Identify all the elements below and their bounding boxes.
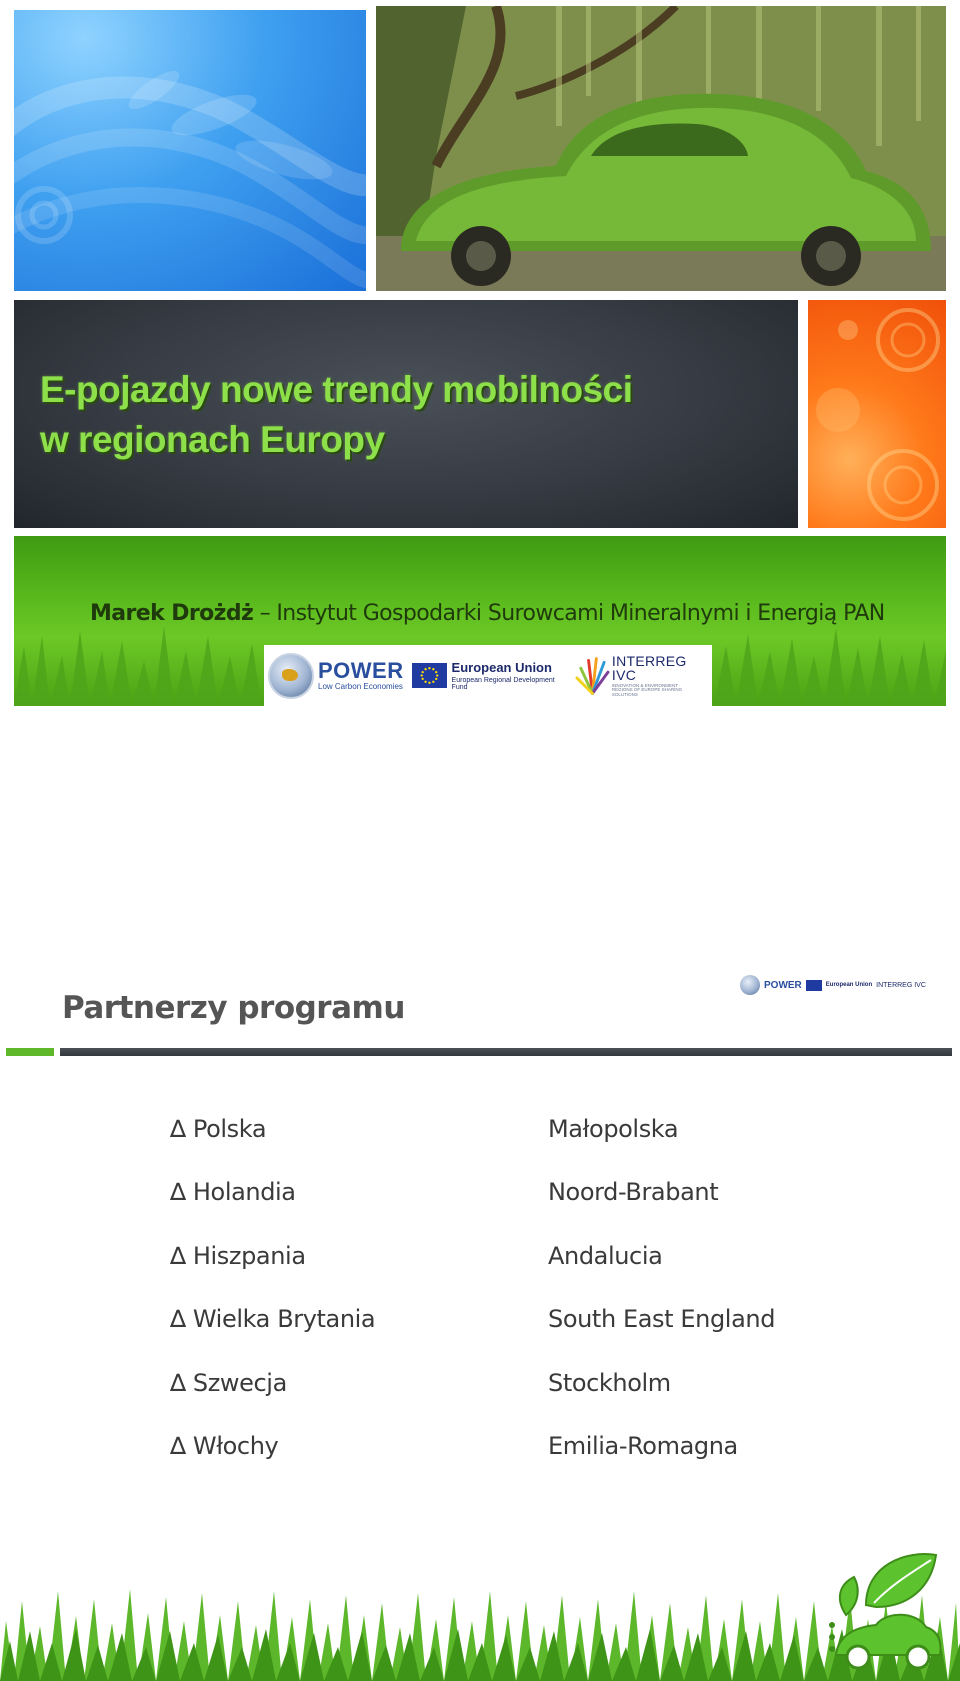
interreg-rays-icon (575, 654, 610, 698)
interreg-logo-subtitle: INNOVATION & ENVIRONMENT · REGIONS OF EUROPE SHARING SOLUTIONS (611, 682, 683, 697)
country-name: ∆ Wielka Brytania (170, 1305, 376, 1333)
globe-icon (740, 975, 760, 995)
region-name: Noord-Brabant (548, 1178, 719, 1206)
country-name: ∆ Hiszpania (170, 1242, 306, 1270)
eu-logo-title: European Union (451, 659, 552, 675)
title-line-2: w regionach Europy (40, 419, 385, 460)
interreg-logo-title: INTERREG IVC (876, 981, 926, 989)
list-item (0, 1178, 960, 1218)
list-item (0, 1305, 960, 1345)
circles-pattern-icon (808, 300, 946, 528)
region-name: Stockholm (548, 1369, 671, 1397)
grass-footer (0, 1571, 960, 1681)
interreg-logo (575, 654, 712, 698)
power-logo (268, 653, 404, 699)
region-name: Małopolska (548, 1115, 679, 1143)
country-name: ∆ Polska (170, 1115, 267, 1143)
grass-car-photo (376, 6, 946, 291)
country-name: ∆ Włochy (170, 1432, 279, 1460)
list-item (0, 1242, 960, 1282)
interreg-logo-title: INTERREG IVC (611, 652, 687, 683)
author-line (90, 601, 950, 626)
presentation-title (40, 365, 740, 465)
country-name: ∆ Szwecja (170, 1369, 287, 1397)
region-name: South East England (548, 1305, 776, 1333)
author-name: Marek Drożdż (90, 601, 254, 626)
eu-logo (412, 661, 569, 691)
power-logo-subtitle: Low Carbon Economies (318, 682, 403, 691)
partners-slide (0, 940, 960, 1681)
eu-flag-icon (806, 980, 822, 991)
slide-title: Partnerzy programu (62, 990, 405, 1026)
country-name: ∆ Holandia (170, 1178, 296, 1206)
header-logo-strip (740, 970, 950, 1000)
title-slide (0, 0, 960, 710)
list-item (0, 1432, 960, 1472)
orange-decorative-tile (808, 300, 946, 528)
blue-decorative-tile (14, 10, 366, 291)
author-affiliation: – Instytut Gospodarki Surowcami Mineralnymi i Energią PAN (253, 601, 885, 626)
region-name: Emilia-Romagna (548, 1432, 738, 1460)
eu-logo-title: European Union (825, 982, 873, 988)
accent-rule (6, 1048, 54, 1056)
eu-logo-subtitle: European Regional Development Fund (451, 676, 555, 691)
power-logo-title: POWER (318, 658, 404, 683)
title-rule (60, 1048, 952, 1056)
grass-blades-icon (0, 1571, 960, 1681)
eu-flag-icon (412, 663, 447, 688)
partner-logo-strip (264, 645, 712, 706)
title-line-1: E-pojazdy nowe trendy mobilności (40, 369, 633, 410)
list-item (0, 1115, 960, 1155)
list-item (0, 1369, 960, 1409)
swirl-leaf-icon (14, 10, 366, 291)
grass-covered-car-icon (376, 6, 946, 291)
region-name: Andalucia (548, 1242, 663, 1270)
power-logo-title: POWER (764, 979, 802, 991)
eco-car-leaf-icon (826, 1545, 944, 1675)
globe-icon (268, 653, 314, 699)
